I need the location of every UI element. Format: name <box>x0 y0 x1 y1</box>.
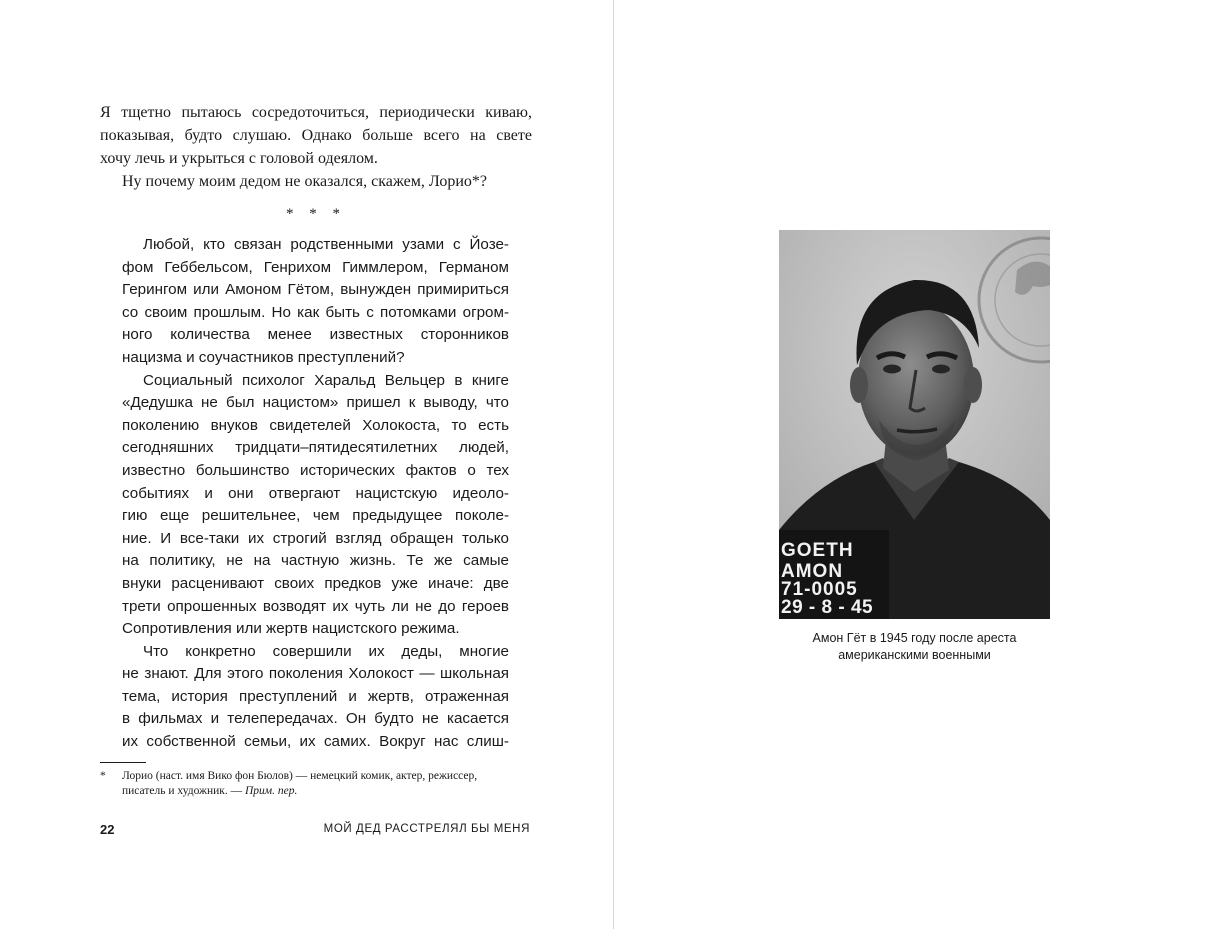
footnote-line <box>122 784 532 799</box>
board-line: 71-0005 <box>781 579 858 600</box>
body-line: на политику, не на частную жизнь. Те же самые <box>122 552 509 570</box>
body-line: Герингом или Амоном Гётом, вынужден примириться <box>122 281 509 299</box>
caption-line: американскими военными <box>838 648 991 662</box>
body-line: со своим прошлым. Но как быть с потомками огром- <box>122 303 509 321</box>
body-line: в фильмах и телепередачах. Он будто не касается <box>122 710 509 728</box>
mugshot-illustration <box>779 230 1050 619</box>
intro-line: показывая, будто слушаю. Однако больше всего на свете <box>100 127 532 144</box>
body-line: фом Геббельсом, Генрихом Гиммлером, Германом <box>122 258 509 276</box>
body-line: гию еще решительнее, чем предыдущее поколе- <box>122 507 509 525</box>
body-line: Сопротивления или жертв нацистского режима. <box>122 620 460 638</box>
intro-paragraph <box>100 101 532 193</box>
footnote-text <box>100 769 532 799</box>
body-line: поколению внуков свидетелей Холокоста, то есть <box>122 416 509 434</box>
footnote-translator-note: Прим. пер. <box>245 785 298 797</box>
footnote-mark: * <box>100 770 106 782</box>
body-line: тема, история преступлений и жертв, отраженная <box>122 687 509 705</box>
board-line: GOETH <box>781 540 854 561</box>
body-text <box>122 234 509 754</box>
board-line: AMON <box>781 561 844 582</box>
left-page <box>0 0 613 929</box>
body-line: ного количества менее известных сторонников <box>122 326 509 344</box>
body-line: Социальный психолог Харальд Вельцер в книге <box>143 371 509 389</box>
body-line: «Дедушка не был нацистом» пришел к выводу, что <box>122 394 509 412</box>
right-page <box>614 0 1230 929</box>
footnote <box>100 769 532 799</box>
photo-caption <box>774 630 1055 664</box>
mugshot-photo <box>779 230 1050 619</box>
caption-line: Амон Гёт в 1945 году после ареста <box>812 631 1017 645</box>
footnote-rule <box>100 762 146 763</box>
intro-line: Я тщетно пытаюсь сосредоточиться, периодически киваю, <box>100 104 532 121</box>
body-line: нацизма и соучастников преступлений? <box>122 348 405 366</box>
body-line: сегодняшних тридцати–пятидесятилетних людей, <box>122 439 509 457</box>
body-line: их собственной семьи, их самих. Вокруг нас слиш- <box>122 733 509 751</box>
body-line: известно большинство исторических фактов о тех <box>122 461 509 479</box>
running-book-title: МОЙ ДЕД РАССТРЕЛЯЛ БЫ МЕНЯ <box>323 823 530 835</box>
body-line: событиях и они отвергают нацистскую идеоло- <box>122 484 509 502</box>
footnote-line: Лорио (наст. имя Вико фон Бюлов) — немецкий комик, актер, режиссер, <box>122 770 478 782</box>
intro-line: хочу лечь и укрыться с головой одеялом. <box>100 150 378 167</box>
section-break: * * * <box>286 206 346 222</box>
footnote-line-plain: писатель и художник. — <box>122 785 245 797</box>
body-line: внуки расценивают своих предков уже иначе: две <box>122 574 509 592</box>
body-line: Что конкретно совершили их деды, многие <box>143 642 509 660</box>
body-line: трети опрошенных возводят их чуть ли не до героев <box>122 597 509 615</box>
page-number: 22 <box>100 822 115 837</box>
body-line: не знают. Для этого поколения Холокост — школьная <box>122 665 509 683</box>
board-line: 29 - 8 - 45 <box>781 597 874 618</box>
body-line: Любой, кто связан родственными узами с Йозе- <box>143 236 509 253</box>
body-line: ние. И все-таки их строгий взгляд обращен только <box>122 529 509 547</box>
intro-question: Ну почему моим дедом не оказался, скажем, Лорио*? <box>122 173 488 190</box>
name-board <box>779 530 889 619</box>
